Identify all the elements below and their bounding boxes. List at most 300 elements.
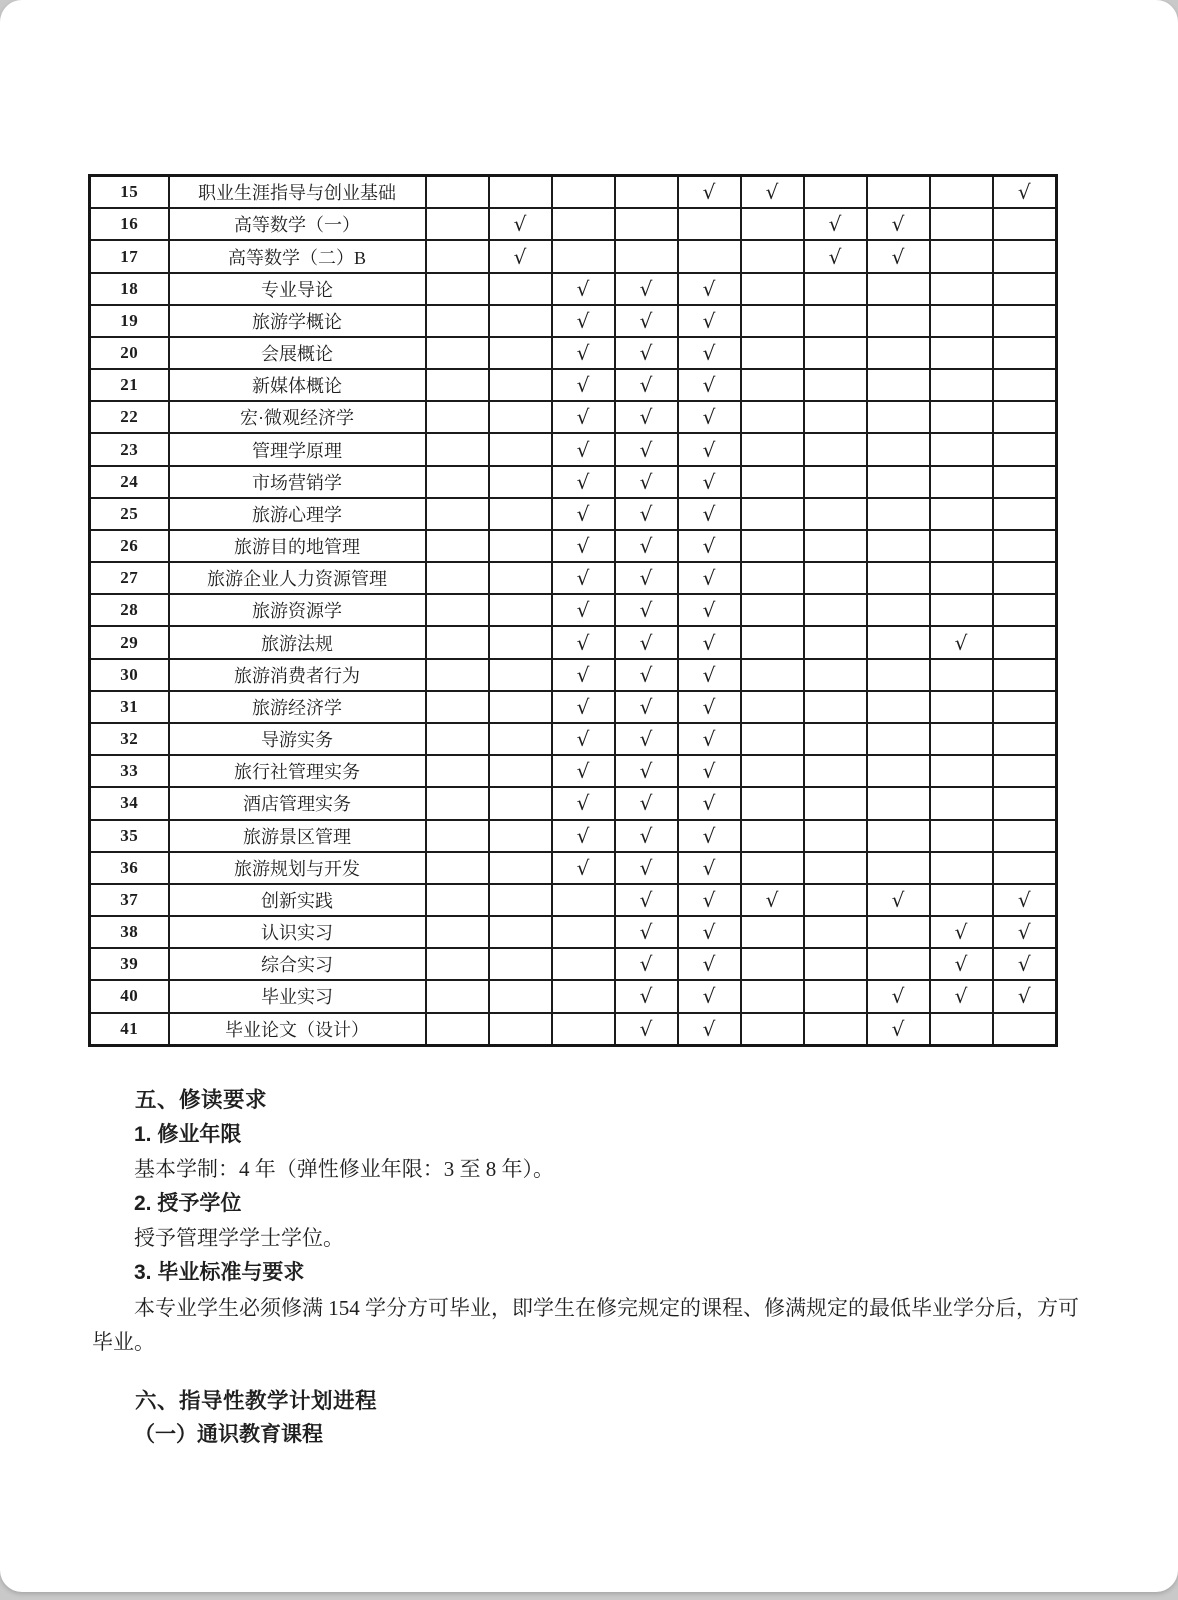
checkmark-col4: √	[615, 530, 678, 562]
course-number: 31	[90, 691, 169, 723]
check-cell-col9	[930, 240, 993, 272]
check-cell-col9	[930, 723, 993, 755]
check-cell-col9	[930, 466, 993, 498]
checkmark-col8: √	[867, 884, 930, 916]
check-cell-col2	[489, 884, 552, 916]
course-name: 创新实践	[169, 884, 426, 916]
checkmark-col6: √	[741, 884, 804, 916]
check-cell-col4	[615, 176, 678, 209]
course-name: 毕业论文（设计）	[169, 1013, 426, 1046]
check-cell-col8	[867, 369, 930, 401]
checkmark-col4: √	[615, 691, 678, 723]
check-cell-col10	[993, 691, 1057, 723]
check-cell-col8	[867, 562, 930, 594]
checkmark-col3: √	[552, 433, 615, 465]
checkmark-col4: √	[615, 852, 678, 884]
course-name: 旅游学概论	[169, 305, 426, 337]
table-row	[90, 498, 1057, 530]
course-name: 旅游景区管理	[169, 820, 426, 852]
course-number: 37	[90, 884, 169, 916]
checkmark-col4: √	[615, 498, 678, 530]
check-cell-col6	[741, 755, 804, 787]
table-row	[90, 176, 1057, 209]
check-cell-col9	[930, 176, 993, 209]
course-number: 29	[90, 626, 169, 658]
table-row	[90, 948, 1057, 980]
checkmark-col3: √	[552, 626, 615, 658]
check-cell-col10	[993, 273, 1057, 305]
check-cell-col2	[489, 755, 552, 787]
checkmark-col5: √	[678, 305, 741, 337]
check-cell-col6	[741, 433, 804, 465]
check-cell-col8	[867, 498, 930, 530]
course-name: 认识实习	[169, 916, 426, 948]
checkmark-col5: √	[678, 530, 741, 562]
check-cell-col8	[867, 401, 930, 433]
check-cell-col6	[741, 980, 804, 1012]
course-number: 39	[90, 948, 169, 980]
course-number: 35	[90, 820, 169, 852]
section-paragraph: 本专业学生必须修满 154 学分方可毕业，即学生在修完规定的课程、修满规定的最低毕业学分后，方可毕业。	[92, 1295, 1079, 1355]
checkmark-col4: √	[615, 787, 678, 819]
checkmark-col5: √	[678, 755, 741, 787]
table-row	[90, 433, 1057, 465]
course-number: 40	[90, 980, 169, 1012]
check-cell-col3	[552, 948, 615, 980]
check-cell-col1	[426, 273, 489, 305]
check-cell-col7	[804, 401, 867, 433]
checkmark-col3: √	[552, 723, 615, 755]
checkmark-col5: √	[678, 1013, 741, 1046]
check-cell-col6	[741, 208, 804, 240]
course-number: 33	[90, 755, 169, 787]
course-number: 26	[90, 530, 169, 562]
checkmark-col4: √	[615, 820, 678, 852]
curriculum-check-table	[88, 174, 1058, 1047]
checkmark-col4: √	[615, 755, 678, 787]
check-cell-col6	[741, 852, 804, 884]
check-cell-col6	[741, 498, 804, 530]
check-cell-col3	[552, 176, 615, 209]
checkmark-col5: √	[678, 562, 741, 594]
check-cell-col7	[804, 1013, 867, 1046]
check-cell-col9	[930, 401, 993, 433]
check-cell-col3	[552, 240, 615, 272]
check-cell-col8	[867, 176, 930, 209]
checkmark-col4: √	[615, 594, 678, 626]
course-number: 18	[90, 273, 169, 305]
checkmark-col3: √	[552, 852, 615, 884]
checkmark-col5: √	[678, 498, 741, 530]
course-name: 职业生涯指导与创业基础	[169, 176, 426, 209]
check-cell-col7	[804, 466, 867, 498]
check-cell-col6	[741, 273, 804, 305]
check-cell-col7	[804, 562, 867, 594]
check-cell-col10	[993, 562, 1057, 594]
check-cell-col9	[930, 1013, 993, 1046]
check-cell-col7	[804, 369, 867, 401]
check-cell-col6	[741, 530, 804, 562]
checkmark-col3: √	[552, 594, 615, 626]
check-cell-col3	[552, 208, 615, 240]
table-row	[90, 466, 1057, 498]
check-cell-col7	[804, 433, 867, 465]
check-cell-col6	[741, 820, 804, 852]
section-heading: 六、指导性教学计划进程	[135, 1388, 378, 1413]
check-cell-col10	[993, 787, 1057, 819]
check-cell-col5	[678, 208, 741, 240]
check-cell-col9	[930, 691, 993, 723]
check-cell-col1	[426, 401, 489, 433]
check-cell-col7	[804, 530, 867, 562]
check-cell-col9	[930, 433, 993, 465]
checkmark-col3: √	[552, 466, 615, 498]
check-cell-col10	[993, 755, 1057, 787]
check-cell-col10	[993, 466, 1057, 498]
check-cell-col3	[552, 884, 615, 916]
check-cell-col9	[930, 369, 993, 401]
check-cell-col8	[867, 626, 930, 658]
check-cell-col1	[426, 594, 489, 626]
checkmark-col10: √	[993, 884, 1057, 916]
check-cell-col8	[867, 433, 930, 465]
check-cell-col9	[930, 787, 993, 819]
table-row	[90, 980, 1057, 1012]
table-row	[90, 401, 1057, 433]
section-subheading: （一）通识教育课程	[134, 1423, 323, 1447]
check-cell-col10	[993, 594, 1057, 626]
checkmark-col9: √	[930, 916, 993, 948]
text-sections	[0, 1083, 1178, 1453]
check-cell-col7	[804, 626, 867, 658]
section-heading: 五、修读要求	[135, 1088, 268, 1112]
checkmark-col5: √	[678, 401, 741, 433]
check-cell-col2	[489, 659, 552, 691]
course-name: 新媒体概论	[169, 369, 426, 401]
check-cell-col8	[867, 466, 930, 498]
check-cell-col7	[804, 337, 867, 369]
check-cell-col1	[426, 208, 489, 240]
check-cell-col8	[867, 755, 930, 787]
course-name: 旅游规划与开发	[169, 852, 426, 884]
table-row	[90, 659, 1057, 691]
check-cell-col7	[804, 176, 867, 209]
check-cell-col6	[741, 659, 804, 691]
course-number: 32	[90, 723, 169, 755]
check-cell-col7	[804, 787, 867, 819]
check-cell-col2	[489, 369, 552, 401]
section-body: 基本学制：4 年（弹性修业年限：3 至 8 年）。	[134, 1157, 554, 1182]
course-name: 旅行社管理实务	[169, 755, 426, 787]
course-name: 综合实习	[169, 948, 426, 980]
check-cell-col6	[741, 723, 804, 755]
check-cell-col1	[426, 466, 489, 498]
course-name: 会展概论	[169, 337, 426, 369]
check-cell-col8	[867, 691, 930, 723]
check-cell-col1	[426, 626, 489, 658]
check-cell-col9	[930, 659, 993, 691]
checkmark-col9: √	[930, 980, 993, 1012]
checkmark-col3: √	[552, 562, 615, 594]
check-cell-col8	[867, 530, 930, 562]
checkmark-col5: √	[678, 659, 741, 691]
checkmark-col3: √	[552, 498, 615, 530]
course-name: 毕业实习	[169, 980, 426, 1012]
check-cell-col1	[426, 884, 489, 916]
checkmark-col7: √	[804, 240, 867, 272]
checkmark-col4: √	[615, 916, 678, 948]
checkmark-col3: √	[552, 369, 615, 401]
check-cell-col1	[426, 305, 489, 337]
check-cell-col2	[489, 948, 552, 980]
table-row	[90, 723, 1057, 755]
course-name: 市场营销学	[169, 466, 426, 498]
check-cell-col9	[930, 884, 993, 916]
check-cell-col9	[930, 562, 993, 594]
checkmark-col3: √	[552, 820, 615, 852]
check-cell-col10	[993, 369, 1057, 401]
checkmark-col5: √	[678, 594, 741, 626]
table-row	[90, 787, 1057, 819]
check-cell-col2	[489, 787, 552, 819]
curriculum-table-body	[90, 176, 1057, 1046]
check-cell-col9	[930, 594, 993, 626]
check-cell-col7	[804, 852, 867, 884]
check-cell-col1	[426, 787, 489, 819]
course-name: 高等数学（二）B	[169, 240, 426, 272]
check-cell-col6	[741, 787, 804, 819]
course-number: 41	[90, 1013, 169, 1046]
table-row	[90, 755, 1057, 787]
check-cell-col8	[867, 305, 930, 337]
table-row	[90, 691, 1057, 723]
course-number: 23	[90, 433, 169, 465]
check-cell-col1	[426, 916, 489, 948]
check-cell-col2	[489, 594, 552, 626]
check-cell-col2	[489, 1013, 552, 1046]
check-cell-col2	[489, 626, 552, 658]
check-cell-col8	[867, 820, 930, 852]
check-cell-col6	[741, 626, 804, 658]
check-cell-col8	[867, 659, 930, 691]
table-row	[90, 1013, 1057, 1046]
check-cell-col8	[867, 723, 930, 755]
checkmark-col4: √	[615, 659, 678, 691]
check-cell-col6	[741, 1013, 804, 1046]
checkmark-col5: √	[678, 369, 741, 401]
checkmark-col5: √	[678, 626, 741, 658]
check-cell-col10	[993, 659, 1057, 691]
check-cell-col6	[741, 466, 804, 498]
check-cell-col2	[489, 466, 552, 498]
checkmark-col5: √	[678, 948, 741, 980]
check-cell-col6	[741, 691, 804, 723]
check-cell-col7	[804, 498, 867, 530]
table-row	[90, 208, 1057, 240]
check-cell-col1	[426, 498, 489, 530]
checkmark-col9: √	[930, 626, 993, 658]
checkmark-col5: √	[678, 691, 741, 723]
table-row	[90, 305, 1057, 337]
course-number: 20	[90, 337, 169, 369]
checkmark-col10: √	[993, 176, 1057, 209]
course-name: 导游实务	[169, 723, 426, 755]
checkmark-col4: √	[615, 433, 678, 465]
check-cell-col2	[489, 916, 552, 948]
table-row	[90, 594, 1057, 626]
checkmark-col4: √	[615, 273, 678, 305]
check-cell-col9	[930, 755, 993, 787]
check-cell-col6	[741, 369, 804, 401]
check-cell-col9	[930, 208, 993, 240]
check-cell-col2	[489, 820, 552, 852]
course-name: 旅游目的地管理	[169, 530, 426, 562]
section-subheading: 2. 授予学位	[134, 1191, 242, 1215]
check-cell-col6	[741, 305, 804, 337]
checkmark-col3: √	[552, 273, 615, 305]
checkmark-col5: √	[678, 787, 741, 819]
course-name: 旅游心理学	[169, 498, 426, 530]
course-number: 19	[90, 305, 169, 337]
check-cell-col9	[930, 530, 993, 562]
check-cell-col10	[993, 240, 1057, 272]
check-cell-col10	[993, 305, 1057, 337]
check-cell-col8	[867, 787, 930, 819]
course-name: 管理学原理	[169, 433, 426, 465]
check-cell-col6	[741, 240, 804, 272]
check-cell-col7	[804, 916, 867, 948]
checkmark-col5: √	[678, 852, 741, 884]
check-cell-col2	[489, 401, 552, 433]
check-cell-col10	[993, 208, 1057, 240]
course-name: 酒店管理实务	[169, 787, 426, 819]
check-cell-col2	[489, 852, 552, 884]
section-subheading: 1. 修业年限	[134, 1122, 242, 1146]
check-cell-col6	[741, 948, 804, 980]
check-cell-col1	[426, 530, 489, 562]
check-cell-col4	[615, 208, 678, 240]
check-cell-col1	[426, 1013, 489, 1046]
check-cell-col10	[993, 498, 1057, 530]
section-subheading: 3. 毕业标准与要求	[134, 1260, 305, 1284]
course-name: 专业导论	[169, 273, 426, 305]
table-row	[90, 562, 1057, 594]
check-cell-col1	[426, 176, 489, 209]
checkmark-col3: √	[552, 530, 615, 562]
checkmark-col4: √	[615, 562, 678, 594]
checkmark-col5: √	[678, 820, 741, 852]
course-number: 16	[90, 208, 169, 240]
checkmark-col8: √	[867, 1013, 930, 1046]
check-cell-col8	[867, 852, 930, 884]
checkmark-col3: √	[552, 401, 615, 433]
check-cell-col2	[489, 498, 552, 530]
check-cell-col2	[489, 723, 552, 755]
checkmark-col5: √	[678, 273, 741, 305]
check-cell-col7	[804, 594, 867, 626]
checkmark-col5: √	[678, 433, 741, 465]
course-number: 21	[90, 369, 169, 401]
check-cell-col1	[426, 691, 489, 723]
check-cell-col10	[993, 530, 1057, 562]
check-cell-col2	[489, 562, 552, 594]
course-number: 22	[90, 401, 169, 433]
check-cell-col8	[867, 337, 930, 369]
check-cell-col2	[489, 176, 552, 209]
course-number: 27	[90, 562, 169, 594]
check-cell-col2	[489, 273, 552, 305]
course-number: 36	[90, 852, 169, 884]
check-cell-col8	[867, 948, 930, 980]
check-cell-col10	[993, 1013, 1057, 1046]
check-cell-col2	[489, 305, 552, 337]
checkmark-col7: √	[804, 208, 867, 240]
check-cell-col10	[993, 820, 1057, 852]
checkmark-col8: √	[867, 980, 930, 1012]
check-cell-col10	[993, 337, 1057, 369]
table-row	[90, 626, 1057, 658]
check-cell-col1	[426, 562, 489, 594]
check-cell-col9	[930, 337, 993, 369]
check-cell-col6	[741, 594, 804, 626]
check-cell-col10	[993, 401, 1057, 433]
check-cell-col9	[930, 305, 993, 337]
check-cell-col3	[552, 980, 615, 1012]
check-cell-col10	[993, 433, 1057, 465]
check-cell-col9	[930, 820, 993, 852]
check-cell-col8	[867, 273, 930, 305]
check-cell-col9	[930, 273, 993, 305]
check-cell-col5	[678, 240, 741, 272]
checkmark-col3: √	[552, 691, 615, 723]
table-row	[90, 337, 1057, 369]
checkmark-col6: √	[741, 176, 804, 209]
check-cell-col7	[804, 884, 867, 916]
checkmark-col5: √	[678, 337, 741, 369]
check-cell-col1	[426, 240, 489, 272]
check-cell-col6	[741, 337, 804, 369]
course-number: 34	[90, 787, 169, 819]
check-cell-col7	[804, 659, 867, 691]
checkmark-col4: √	[615, 884, 678, 916]
course-name: 旅游消费者行为	[169, 659, 426, 691]
check-cell-col10	[993, 626, 1057, 658]
checkmark-col4: √	[615, 948, 678, 980]
check-cell-col1	[426, 659, 489, 691]
checkmark-col3: √	[552, 337, 615, 369]
checkmark-col4: √	[615, 980, 678, 1012]
check-cell-col2	[489, 980, 552, 1012]
check-cell-col9	[930, 498, 993, 530]
check-cell-col7	[804, 723, 867, 755]
checkmark-col3: √	[552, 755, 615, 787]
check-cell-col1	[426, 723, 489, 755]
check-cell-col2	[489, 433, 552, 465]
checkmark-col5: √	[678, 980, 741, 1012]
checkmark-col4: √	[615, 337, 678, 369]
check-cell-col1	[426, 433, 489, 465]
checkmark-col3: √	[552, 305, 615, 337]
course-number: 28	[90, 594, 169, 626]
checkmark-col8: √	[867, 240, 930, 272]
checkmark-col9: √	[930, 948, 993, 980]
check-cell-col3	[552, 916, 615, 948]
check-cell-col6	[741, 401, 804, 433]
check-cell-col1	[426, 852, 489, 884]
checkmark-col2: √	[489, 240, 552, 272]
check-cell-col1	[426, 948, 489, 980]
check-cell-col1	[426, 755, 489, 787]
